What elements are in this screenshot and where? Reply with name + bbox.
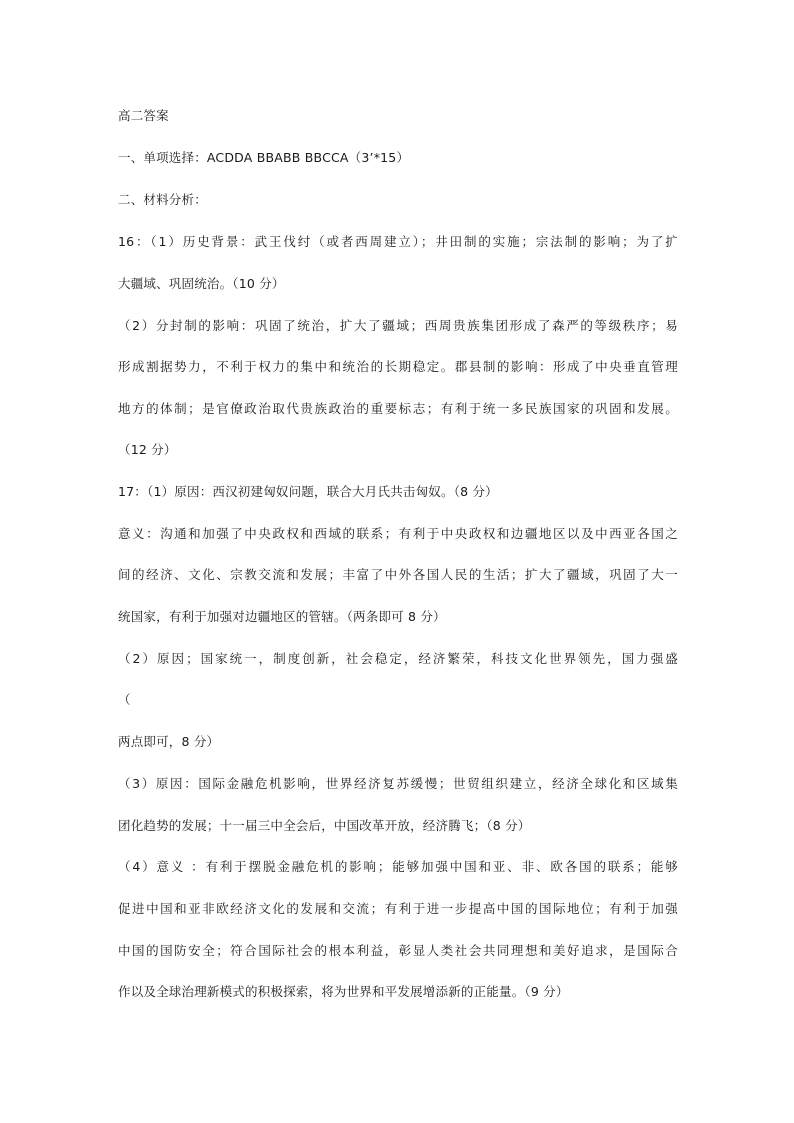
section-material-analysis: 二、材料分析： [118, 192, 207, 207]
q17-part4-significance-line3: 中国的国防安全；符合国际社会的根本利益，彰显人类社会共同理想和美好追求，是国际合 [118, 943, 678, 958]
q16-part2-line1: （2）分封制的影响：巩固了统治，扩大了疆域；西周贵族集团形成了森严的等级秩序；易 [118, 318, 678, 333]
section-single-choice: 一、单项选择：ACDDA BBABB BBCCA（3’*15） [118, 150, 410, 165]
q17-part3-reason-line2: 团化趋势的发展；十一届三中全会后，中国改革开放，经济腾飞；（8 分） [118, 818, 531, 833]
q17-part4-significance-line1: （4）意义 ：有利于摆脱金融危机的影响；能够加强中国和亚、非、欧各国的联系；能够 [118, 859, 678, 874]
q17-part1-significance-line3: 统国家，有利于加强对边疆地区的管辖。（两条即可 8 分） [118, 609, 446, 624]
q17-part1-significance-line1: 意义：沟通和加强了中央政权和西域的联系；有利于中央政权和边疆地区以及中西亚各国之 [118, 526, 678, 541]
q17-part2-paren: （ [118, 692, 131, 707]
document-title: 高二答案 [118, 108, 169, 123]
q17-part1-significance-line2: 间的经济、文化、宗教交流和发展；丰富了中外各国人民的生活；扩大了疆域，巩固了大一 [118, 567, 678, 582]
q17-part4-significance-line4: 作以及全球治理新模式的积极探索，将为世界和平发展增添新的正能量。（9 分） [118, 984, 569, 999]
q16-part2-line2: 形成割据势力，不利于权力的集中和统治的长期稳定。郡县制的影响：形成了中央垂直管理 [118, 359, 678, 374]
q17-part2-score: 两点即可，8 分） [118, 734, 220, 749]
q17-part1-reason: 17：（1）原因：西汉初建匈奴问题，联合大月氏共击匈奴。（8 分） [118, 484, 498, 499]
q16-part2-line3: 地方的体制；是官僚政治取代贵族政治的重要标志；有利于统一多民族国家的巩固和发展。 [118, 401, 678, 416]
q16-part1-line1: 16：（1）历史背景：武王伐纣（或者西周建立）；井田制的实施；宗法制的影响；为了扩 [118, 234, 678, 249]
q17-part4-significance-line2: 促进中国和亚非欧经济文化的发展和交流；有利于进一步提高中国的国际地位；有利于加强 [118, 901, 678, 916]
q17-part3-reason-line1: （3）原因：国际金融危机影响，世界经济复苏缓慢；世贸组织建立，经济全球化和区域集 [118, 776, 678, 791]
q17-part2-reason: （2）原因；国家统一，制度创新，社会稳定，经济繁荣，科技文化世界领先，国力强盛 [118, 651, 678, 666]
q16-part1-line2: 大疆域、巩固统治。（10 分） [118, 276, 285, 291]
q16-part2-score: （12 分） [118, 442, 177, 457]
